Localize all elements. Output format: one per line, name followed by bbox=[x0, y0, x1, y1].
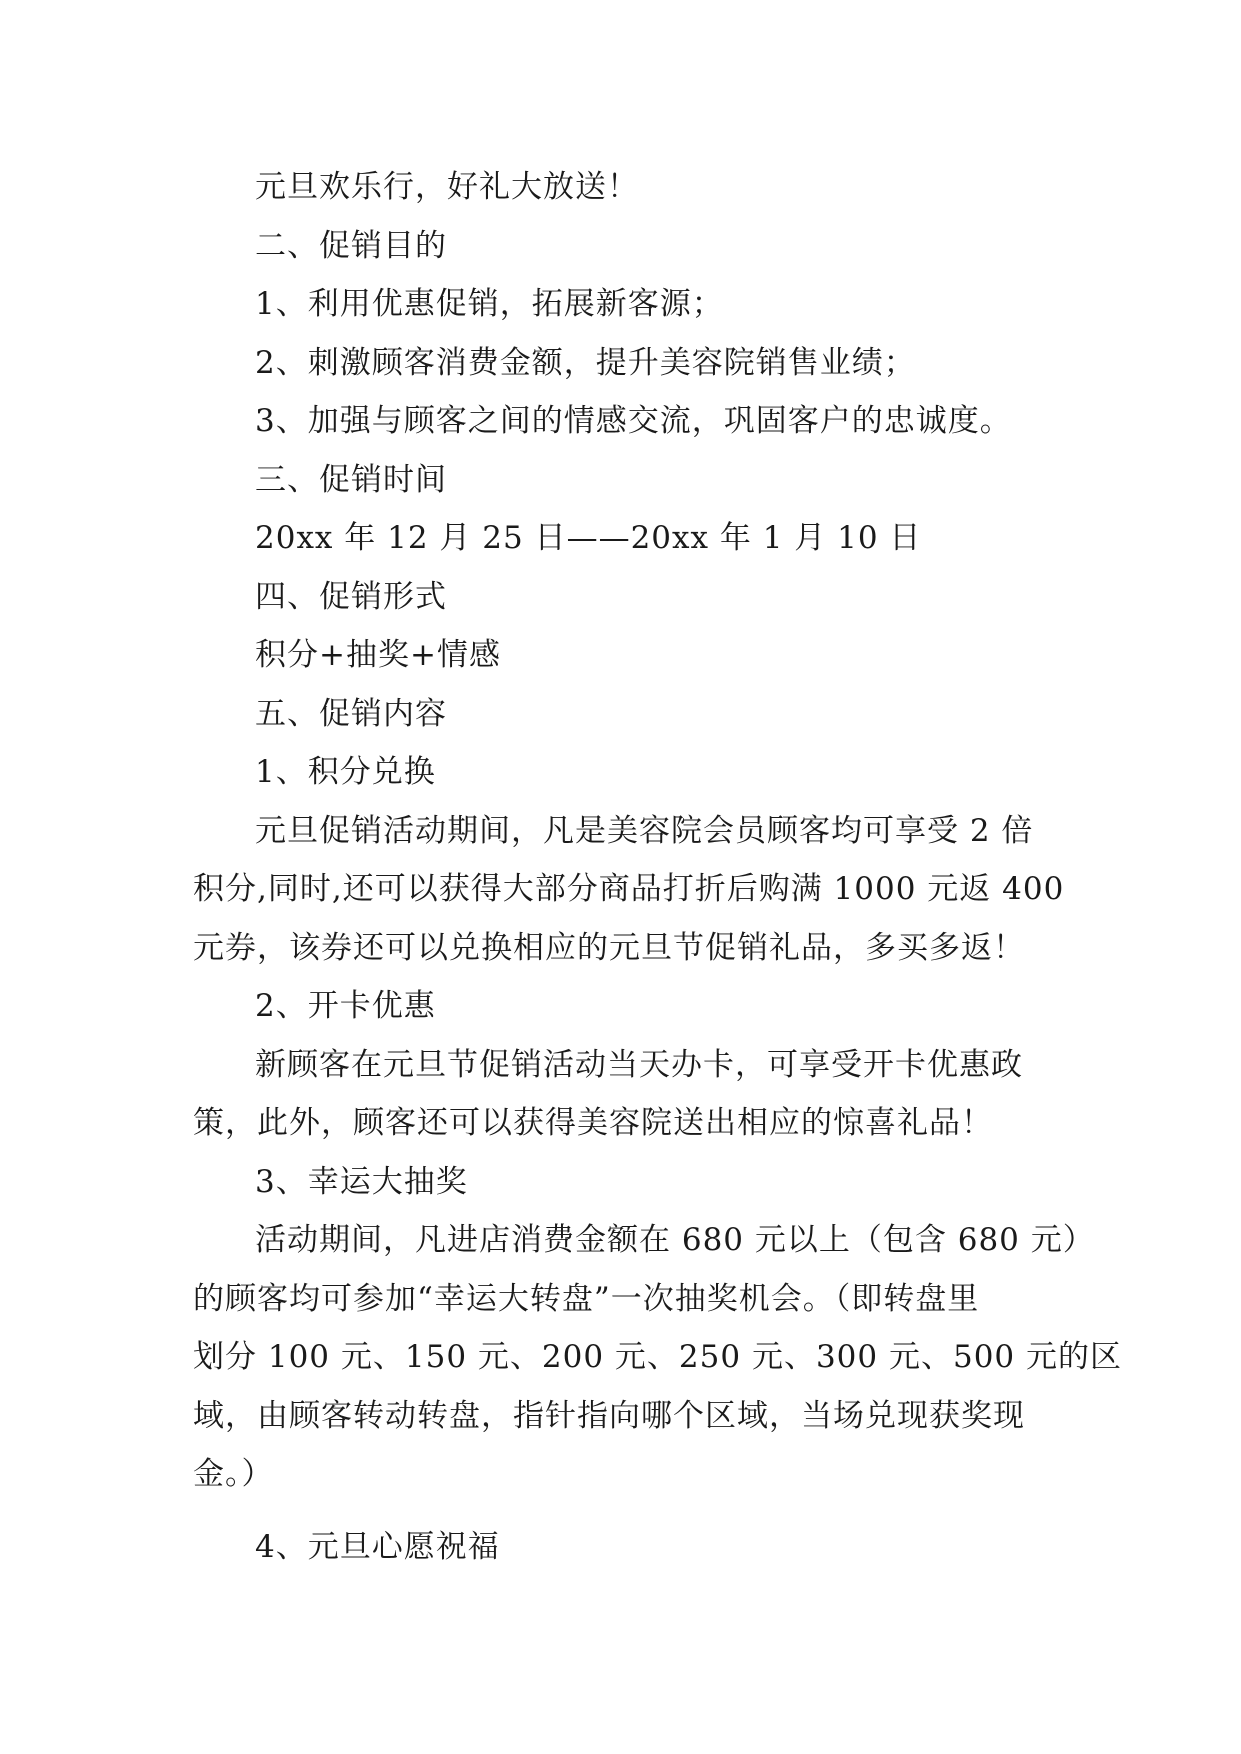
paragraph-line: 的顾客均可参加“幸运大转盘”一次抽奖机会。（即转盘里 bbox=[193, 1280, 980, 1317]
subheading-points-exchange: 1、积分兑换 bbox=[255, 754, 436, 790]
section-heading-time: 三、促销时间 bbox=[255, 461, 447, 498]
paragraph-line: 划分 100 元、150 元、200 元、250 元、300 元、500 元的区 bbox=[193, 1339, 1122, 1375]
subheading-card-discount: 2、开卡优惠 bbox=[255, 988, 436, 1024]
paragraph-points-exchange bbox=[193, 802, 1065, 978]
paragraph-card-discount bbox=[193, 1036, 1053, 1153]
promotion-dates: 20xx 年 12 月 25 日——20xx 年 1 月 10 日 bbox=[255, 520, 922, 556]
purpose-item-3: 3、加强与顾客之间的情感交流，巩固客户的忠诚度。 bbox=[255, 403, 1012, 439]
subheading-new-year-wishes: 4、元旦心愿祝福 bbox=[255, 1528, 500, 1565]
paragraph-lucky-draw bbox=[193, 1211, 1122, 1504]
section-heading-form: 四、促销形式 bbox=[255, 578, 447, 615]
document-page bbox=[193, 158, 1122, 1576]
paragraph-line: 元券，该券还可以兑换相应的元旦节促销礼品，多买多返！ bbox=[193, 929, 1025, 966]
section-heading-purpose: 二、促销目的 bbox=[255, 227, 447, 264]
promotion-form: 积分+抽奖+情感 bbox=[255, 637, 501, 673]
paragraph-line: 元旦促销活动期间，凡是美容院会员顾客均可享受 2 倍 bbox=[255, 812, 1034, 849]
section-heading-content: 五、促销内容 bbox=[255, 695, 447, 732]
paragraph-line: 积分,同时,还可以获得大部分商品打折后购满 1000 元返 400 bbox=[193, 871, 1065, 907]
subheading-lucky-draw: 3、幸运大抽奖 bbox=[255, 1163, 468, 1200]
paragraph-line: 域，由顾客转动转盘，指针指向哪个区域，当场兑现获奖现 bbox=[193, 1397, 1025, 1434]
paragraph-line: 金。） bbox=[193, 1456, 274, 1492]
purpose-item-1: 1、利用优惠促销，拓展新客源； bbox=[255, 286, 724, 322]
paragraph-line: 活动期间，凡进店消费金额在 680 元以上（包含 680 元） bbox=[255, 1222, 1095, 1258]
slogan: 元旦欢乐行，好礼大放送！ bbox=[255, 169, 639, 205]
paragraph-line: 新顾客在元旦节促销活动当天办卡，可享受开卡优惠政 bbox=[255, 1046, 1023, 1083]
purpose-item-2: 2、刺激顾客消费金额，提升美容院销售业绩； bbox=[255, 344, 916, 381]
paragraph-line: 策，此外，顾客还可以获得美容院送出相应的惊喜礼品！ bbox=[193, 1105, 993, 1141]
